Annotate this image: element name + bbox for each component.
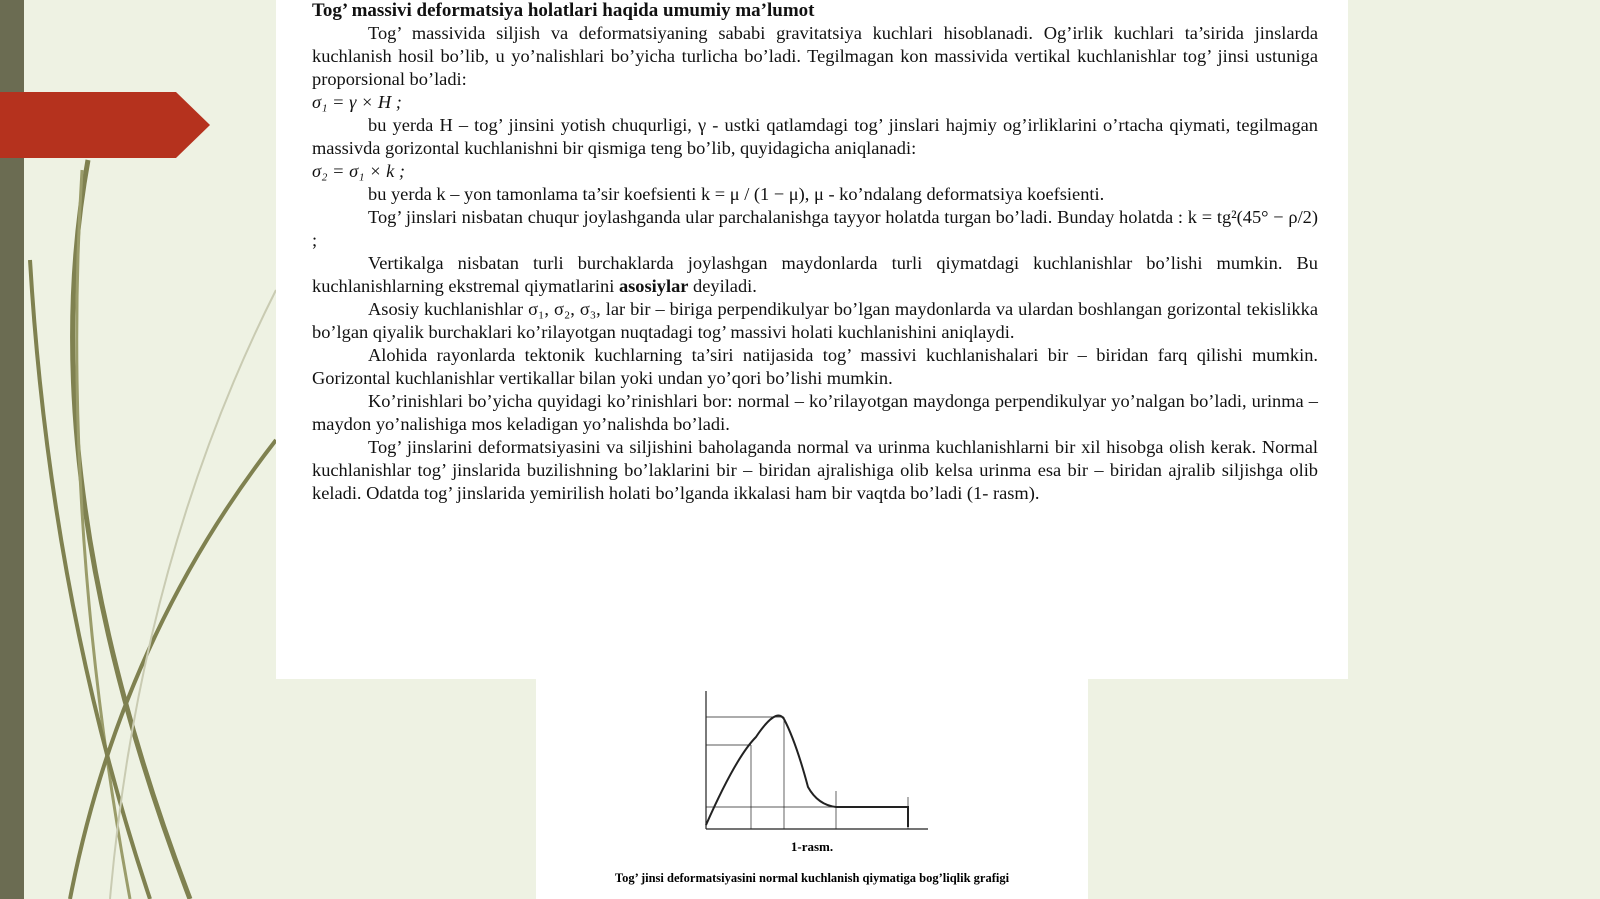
paragraph-5-text-a: Vertikalga nisbatan turli burchaklarda joylashgan maydonlarda turli qiymatdagi kuchlanishlar bo’lishi mumkin. Bu kuchlanishlarning ekstremal qiymatlarini xyxy=(312,253,1318,296)
paragraph-9: Tog’ jinslarini deformatsiyasini va siljishini baholaganda normal va urinma kuchlanishlarni bir xil hisobga olish kerak. Normal kuchlanishlar tog’ jinslarida buzilishning bo’laklarini bir – biridan ajralishiga olib kelsa urinma esa bir – biridan ajralib siljishga olib keladi. Odatda tog’ jinslarida yemirilish holati bo’lganda ikkalasi ham bir vaqtda bo’ladi (1- rasm). xyxy=(312,437,1318,503)
arrow-tab xyxy=(0,92,210,158)
figure-caption: Tog’ jinsi deformatsiyasini normal kuchlanish qiymatiga bog’liqlik grafigi xyxy=(614,871,1010,885)
document-page xyxy=(276,0,1348,679)
paragraph-5 xyxy=(312,252,1318,298)
formula-sigma2: σ₂ = σ₁ × k ; xyxy=(312,161,406,181)
deco-curve-4 xyxy=(70,440,276,899)
deco-curve-3 xyxy=(30,260,150,899)
deco-curve-5 xyxy=(110,290,276,899)
paragraph-5-bold: asosiylar xyxy=(618,276,689,296)
figure-label: 1-rasm. xyxy=(790,839,834,854)
graph-curve xyxy=(706,716,908,827)
paragraph-8: Ko’rinishlari bo’yicha quyidagi ko’rinishlari bor: normal – ko’rilayotgan maydonga perpendikulyar yo’nalgan bo’ladi, urinma – maydon yo’nalishiga mos keladigan yo’nalishda bo’ladi. xyxy=(312,391,1318,434)
paragraph-4: Tog’ jinslari nisbatan chuqur joylashganda ular parchalanishga tayyor holatda turgan bo’ladi. Bunday holatda : k = tg²(45° − ρ/2) ; xyxy=(312,207,1318,250)
paragraph-3: bu yerda k – yon tamonlama ta’sir koefsienti k = μ / (1 − μ), μ - ko’ndalang deformatsiya koefsienti. xyxy=(368,184,1105,204)
paragraph-7: Alohida rayonlarda tektonik kuchlarning ta’siri natijasida tog’ massivi kuchlanishalari bir – biridan farq qilishi mumkin. Gorizontal kuchlanishlar vertikallar bilan yoki undan yo’qori bo’lishi mumkin. xyxy=(312,345,1318,388)
stress-deformation-graph xyxy=(696,687,936,839)
formula-sigma1: σ₁ = γ × H ; xyxy=(312,92,402,112)
document-title: Tog’ massivi deformatsiya holatlari haqida umumiy ma’lumot xyxy=(312,0,815,21)
paragraph-6: Asosiy kuchlanishlar σ₁, σ₂, σ₃, lar bir – biriga perpendikulyar bo’lgan maydonlarda va ulardan boshlangan gorizontal tekislikka bo’lgan qiyalik burchaklari ko’rilayotgan nuqtadagi tog’ massivi holati kuchlanishini aniqlaydi. xyxy=(312,299,1318,342)
paragraph-2: bu yerda H – tog’ jinsini yotish chuqurligi, γ - ustki qatlamdagi tog’ jinslari hajmiy og’irliklarini o’rtacha qiymati, tegilmagan massivda gorizontal kuchlanishni bir qismiga teng bo’lib, quyidagicha aniqlanadi: xyxy=(312,115,1318,158)
figure-box xyxy=(536,679,1088,899)
paragraph-1: Tog’ massivida siljish va deformatsiyaning sababi gravitatsiya kuchlari hisoblanadi. Og’irlik kuchlari ta’sirida jinslarda kuchlanish hosil bo’lib, u yo’nalishlari bo’yicha turlicha bo’ladi. Tegilmagan kon massivida vertikal kuchlanishlar tog’ jinsi ustuniga proporsional bo’ladi: xyxy=(312,23,1318,89)
paragraph-5-text-b: deyiladi. xyxy=(688,276,757,296)
deco-curve-1 xyxy=(73,160,190,899)
